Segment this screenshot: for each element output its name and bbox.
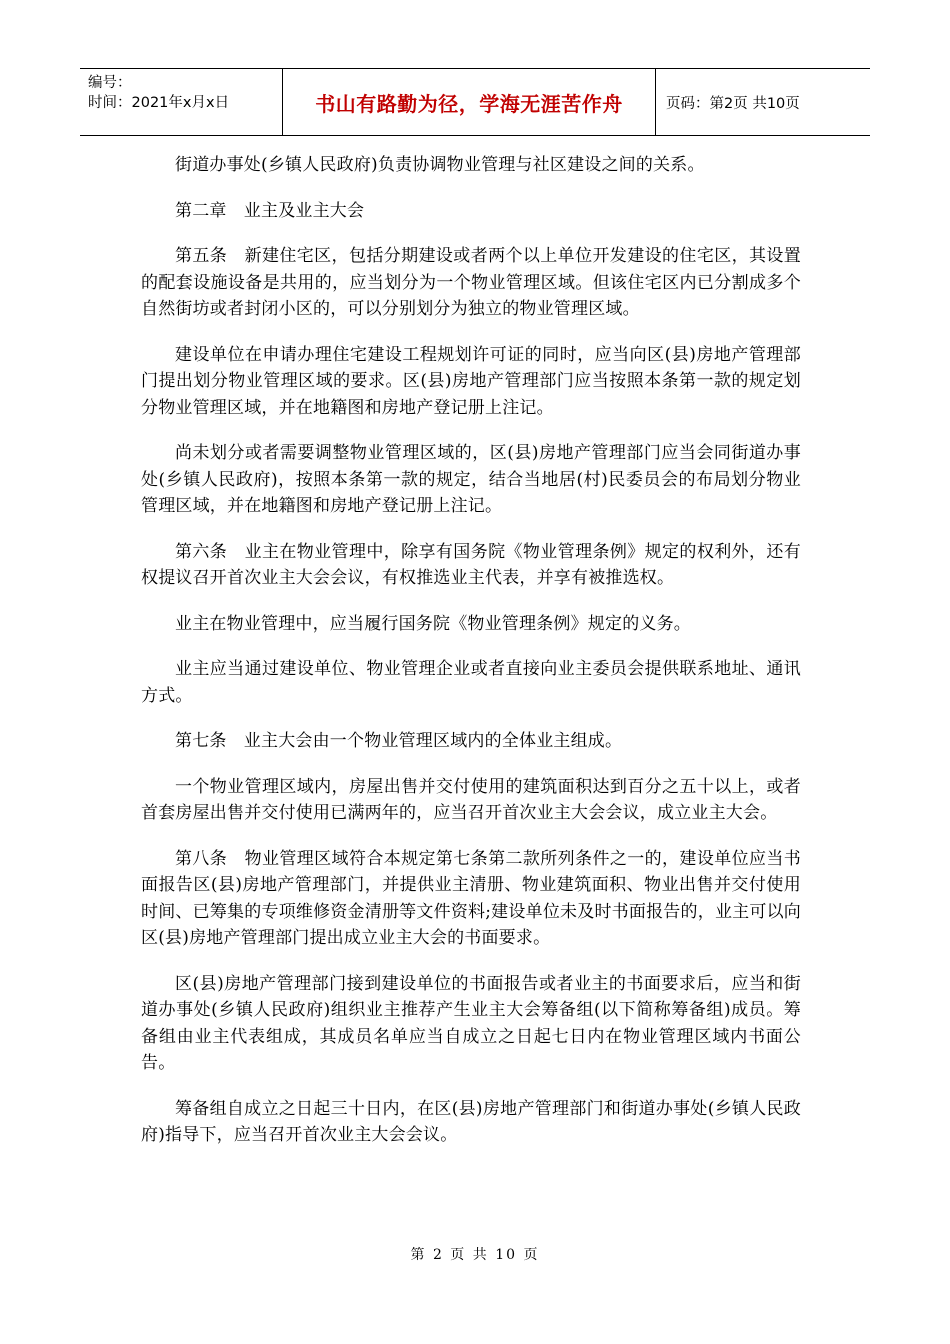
paragraph: 筹备组自成立之日起三十日内，在区(县)房地产管理部门和街道办事处(乡镇人民政府)指导下，应当召开首次业主大会会议。 [141,1098,801,1145]
paragraph: 街道办事处(乡镇人民政府)负责协调物业管理与社区建设之间的关系。 [175,155,705,175]
paragraph: 业主在物业管理中，应当履行国务院《物业管理条例》规定的义务。 [175,613,691,634]
paragraph: 建设单位在申请办理住宅建设工程规划许可证的同时，应当向区(县)房地产管理部门提出划分物业管理区域的要求。区(县)房地产管理部门应当按照本条第一款的规定划分物业管理区域，并在地籍图和房地产登记册上注记。 [141,344,801,418]
paragraph: 第六条 业主在物业管理中，除享有国务院《物业管理条例》规定的权利外，还有权提议召开首次业主大会会议，有权推选业主代表，并享有被推选权。 [141,541,801,588]
header-page-info: 页码：第2页 共10页 [666,95,800,112]
paragraph: 业主应当通过建设单位、物业管理企业或者直接向业主委员会提供联系地址、通讯方式。 [141,659,801,706]
page-header [80,68,870,136]
document-date: 时间：2021年x月x日 [88,95,230,111]
paragraph: 第五条 新建住宅区，包括分期建设或者两个以上单位开发建设的住宅区，其设置的配套设施设备是共用的，应当划分为一个物业管理区域。但该住宅区内已分割成多个自然街坊或者封闭小区的，可以分别划分为独立的物业管理区域。 [141,246,801,319]
header-motto: 书山有路勤为径，学海无涯苦作舟 [283,69,656,135]
page-footer: 第 2 页 共 10 页 [410,1247,540,1263]
paragraph: 尚未划分或者需要调整物业管理区域的，区(县)房地产管理部门应当会同街道办事处(乡镇人民政府)，按照本条第一款的规定，结合当地居(村)民委员会的布局划分物业管理区域，并在地籍图和房地产登记册上注记。 [141,443,801,516]
paragraph: 一个物业管理区域内，房屋出售并交付使用的建筑面积达到百分之五十以上，或者首套房屋出售并交付使用已满两年的，应当召开首次业主大会会议，成立业主大会。 [141,776,801,823]
chapter-heading: 第二章 业主及业主大会 [175,200,365,221]
paragraph: 区(县)房地产管理部门接到建设单位的书面报告或者业主的书面要求后，应当和街道办事处(乡镇人民政府)组织业主推荐产生业主大会筹备组(以下简称筹备组)成员。筹备组由业主代表组成，其成员名单应当自成立之日起七日内在物业管理区域内书面公告。 [141,973,801,1073]
header-meta [80,69,283,135]
document-number-label: 编号： [88,75,132,91]
paragraph: 第七条 业主大会由一个物业管理区域内的全体业主组成。 [175,731,623,751]
paragraph: 第八条 物业管理区域符合本规定第七条第二款所列条件之一的，建设单位应当书面报告区(县)房地产管理部门，并提供业主清册、物业建筑面积、物业出售并交付使用时间、已筹集的专项维修资金清册等文件资料;建设单位未及时书面报告的，业主可以向区(县)房地产管理部门提出成立业主大会的书面要求。 [141,848,801,948]
document-body [141,152,801,1168]
